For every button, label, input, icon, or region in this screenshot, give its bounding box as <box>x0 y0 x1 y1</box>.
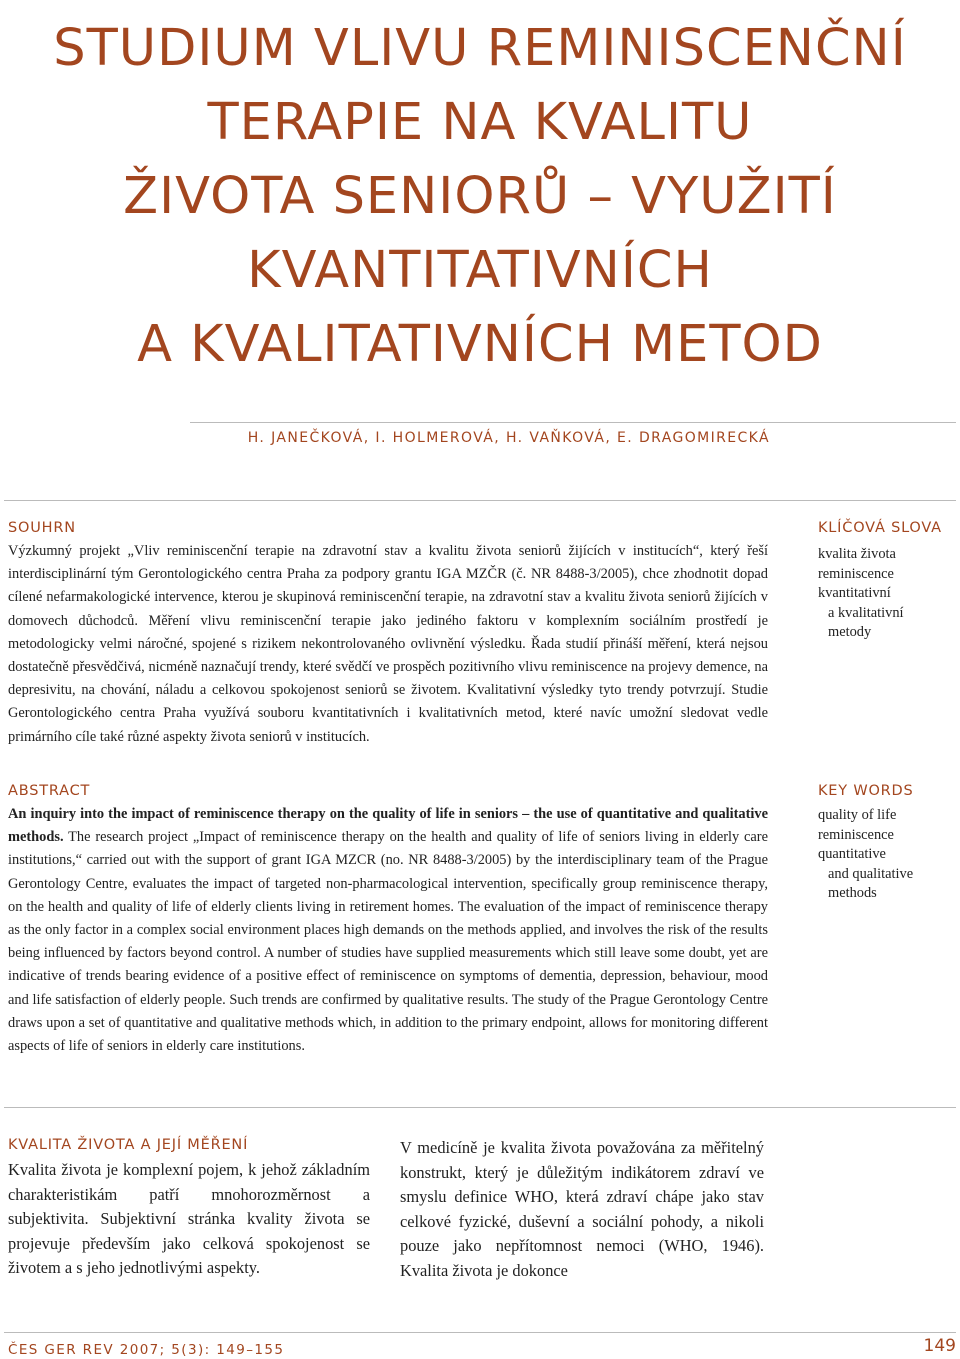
authors-line: H. JANEČKOVÁ, I. HOLMEROVÁ, H. VAŇKOVÁ, E. DRAGOMIRECKÁ <box>247 430 770 446</box>
souhrn-heading: SOUHRN <box>8 520 76 536</box>
body-divider <box>4 1107 956 1108</box>
keywords-en-heading: KEY WORDS <box>818 783 914 799</box>
keyword: reminiscence <box>818 826 894 843</box>
keyword: methods <box>828 885 877 902</box>
keyword: kvantitativní <box>818 585 891 602</box>
keyword: and qualitative <box>828 865 914 882</box>
article-title <box>0 12 960 382</box>
keywords-cz-list <box>818 545 904 643</box>
abstract-title: An inquiry into the impact of reminiscence therapy on the quality of life in seniors – the use of quantitative and qualitative methods. <box>8 806 768 846</box>
body-column-2: V medicíně je kvalita života považována za měřitelný konstrukt, který je důležitým indikátorem zdraví ve smyslu definice WHO, která zdraví chápe jako stav celkové fyzické, duševní a sociální pohody, a nikoli pouze jako nepřítomnost nemoci (WHO, 1946). Kvalita života je dokonce <box>400 1138 764 1280</box>
journal-citation: ČES GER REV 2007; 5(3): 149–155 <box>8 1342 285 1358</box>
keyword: reminiscence <box>818 565 894 582</box>
body-column-1: Kvalita života je komplexní pojem, k jehož základním charakteristikám patří mnohorozměrnost a subjektivita. Subjektivní stránka kvality života se projevuje především jako celková spokojenost se životem a s jeho jednotlivými aspekty. <box>8 1160 370 1278</box>
keyword: kvalita života <box>818 546 896 562</box>
souhrn-text: Výzkumný projekt „Vliv reminiscenční terapie na zdravotní stav a kvalitu života seniorů žijících v institucích“, který řeší interdisciplinární tým Gerontologického centra Praha za podpory grantu IGA MZČR (č. NR 8488-3/2005), chce zhodnotit dopad cílené nefarmakologické intervence, kterou je skupinová reminiscenční terapie, na zdravotní stav a kvalitu života seniorů žijících v domovech důchodců. Měření vlivu reminiscenční terapie jako jediného faktoru v komplexním sociálním prostředí je metodologicky velmi náročné, spojené s rizikem nekontrolovaného ovlivnění výsledku. Řada studií přináší měření, která nejsou dostatečně přesvědčivá, nicméně naznačují trendy, které svědčí ve prospěch pozitivního vlivu reminiscence na projevy demence, na depresivitu, na chování, náladu a celkovou spokojenost seniorů se životem. Kvalitativní výsledky tyto trendy potvrzují. Studie Gerontologického centra Praha využívá souboru kvantitativních i kvalitativních metod, které navíc umožní sledovat vedle primárního cíle také různé aspekty života seniorů v institucích. <box>8 543 768 745</box>
abstract-heading: ABSTRACT <box>8 783 91 799</box>
keyword: quantitative <box>818 846 886 863</box>
keyword: a kvalitativní <box>828 604 904 621</box>
section-heading: KVALITA ŽIVOTA A JEJÍ MĚŘENÍ <box>8 1137 249 1153</box>
title-line: A KVALITATIVNÍCH METOD <box>137 315 823 374</box>
keywords-en-list <box>818 806 913 904</box>
footer-divider <box>4 1332 956 1333</box>
keyword: metody <box>828 624 872 641</box>
keyword: quality of life <box>818 807 897 823</box>
title-line: TERAPIE NA KVALITU <box>207 93 753 152</box>
title-line: KVANTITATIVNÍCH <box>247 241 713 300</box>
keywords-cz-heading: KLÍČOVÁ SLOVA <box>818 520 942 536</box>
page-number: 149 <box>923 1336 956 1356</box>
title-line: ŽIVOTA SENIORŮ – VYUŽITÍ <box>123 167 837 226</box>
abstract-body: The research project „Impact of reminiscence therapy on the health and quality of life of seniors living in elderly care institutions,“ carried out with the support of grant IGA MZCR (no. NR 8488-3/2005) by the interdisciplinary team of the Prague Gerontology Centre, evaluates the impact of targeted non-pharmacological intervention, specifically group reminiscence therapy, on the health and quality of life of elderly clients living in retirement homes. The evaluation of the impact of reminiscence therapy as the only factor in a complex social environment places high demands on the methods applied, and involves the risk of the results being influenced by factors beyond control. A number of studies have supplied measurements which still leave some doubt, yet are indicative of trends bearing evidence of a positive effect of reminiscence on symptoms of dementia, depression, behaviour, mood and life satisfaction of elderly people. Such trends are confirmed by qualitative results. The study of the Prague Gerontology Centre draws upon a set of quantitative and qualitative methods which, in addition to the primary endpoint, allows for monitoring different aspects of life of seniors in elderly care institutions. <box>8 829 768 1055</box>
abstract-text <box>8 803 768 1058</box>
header-divider <box>4 500 956 501</box>
title-divider <box>190 422 956 423</box>
title-line: STUDIUM VLIVU REMINISCENČNÍ <box>53 19 907 78</box>
